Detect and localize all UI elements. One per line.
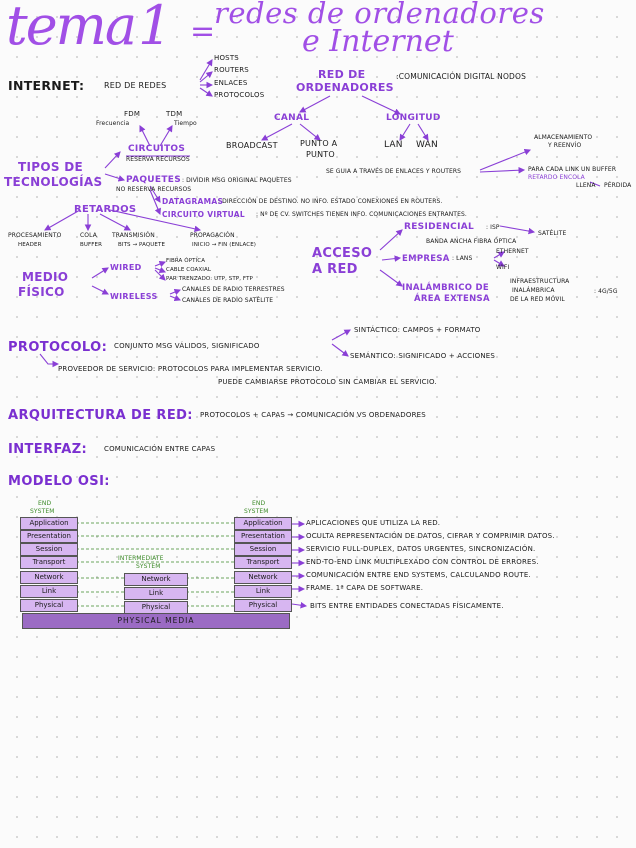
osi-desc: COMUNICACIÓN ENTRE END SYSTEMS, CALCULANDO ROUTE. bbox=[306, 571, 531, 579]
red-ordenadores-line1: RED DE bbox=[318, 68, 366, 81]
inalambrico-line2: ÁREA EXTENSA bbox=[414, 294, 490, 304]
acceso-line2: A RED bbox=[312, 262, 358, 277]
no-reserva: NO RESERVA RECURSOS bbox=[116, 186, 192, 193]
sintactico: SINTÁCTICO: CAMPOS + FORMATO bbox=[354, 326, 481, 334]
osi-left-layer: Link bbox=[20, 585, 78, 598]
intermediate-1: INTERMEDIATE bbox=[118, 555, 164, 562]
title-number: 1 bbox=[138, 0, 173, 57]
red-ordenadores-def: :COMUNICACIÓN DIGITAL NODOS bbox=[396, 72, 527, 81]
retardos-label: RETARDOS bbox=[74, 204, 137, 215]
osi-desc: SERVICIO FULL-DUPLEX, DATOS URGENTES, SINCRONIZACIÓN. bbox=[306, 545, 536, 553]
infra-line2: INALÁMBRICA bbox=[512, 287, 555, 294]
end-system-left-2: SYSTEM bbox=[30, 508, 55, 515]
title-line1: redes de ordenadores bbox=[214, 0, 545, 30]
wireless-item: CANALES DE RADIO SATÉLITE bbox=[182, 297, 274, 304]
proveedor: PROVEEDOR DE SERVICIO: PROTOCOLOS PARA IMPLEMENTAR SERVICIO. bbox=[58, 365, 323, 373]
osi-desc: OCULTA REPRESENTACIÓN DE DATOS, CIFRAR Y COMPRIMIR DATOS. bbox=[306, 532, 555, 540]
wifi-label: WIFI bbox=[496, 264, 510, 271]
osi-right-layer: Link bbox=[234, 585, 292, 598]
tiempo-label: Tiempo bbox=[174, 120, 197, 127]
residencial-label: RESIDENCIAL bbox=[404, 222, 475, 232]
tdm-label: TDM bbox=[166, 110, 183, 118]
osi-right-layer: Session bbox=[234, 543, 292, 556]
title-line2: e Internet bbox=[302, 24, 454, 59]
retardo-item: COLA bbox=[80, 232, 97, 239]
fdm-label: FDM bbox=[124, 110, 141, 118]
protocolo-label: PROTOCOLO: bbox=[8, 340, 108, 355]
osi-left-layer: Session bbox=[20, 543, 78, 556]
retardo-item: PROCESAMIENTO bbox=[8, 232, 62, 239]
tecnologias-line2: TECNOLOGÍAS bbox=[4, 175, 103, 189]
semantico: SEMÁNTICO: SIGNIFICADO + ACCIONES bbox=[350, 352, 496, 360]
osi-desc: APLICACIONES QUE UTILIZA LA RED. bbox=[306, 519, 441, 527]
medio-line2: FÍSICO bbox=[18, 285, 65, 299]
ethernet-label: ETHERNET bbox=[496, 248, 529, 255]
osi-mid-layer: Network bbox=[124, 573, 188, 586]
end-system-right-1: END bbox=[252, 500, 266, 507]
datagramas-def: : DIRECCIÓN DE DESTINO. NO INFO. ESTADO CONEXIONES EN ROUTERS. bbox=[218, 198, 443, 205]
interfaz-def: COMUNICACIÓN ENTRE CAPAS bbox=[104, 445, 216, 453]
reenvio: Y REENVÍO bbox=[548, 142, 582, 149]
osi-right-layer: Physical bbox=[234, 599, 292, 612]
infra-line1: INFRAESTRUCTURA bbox=[510, 278, 570, 285]
longitud-item: WAN bbox=[416, 140, 438, 150]
osi-left-layer: Transport bbox=[20, 556, 78, 569]
satelite-label: SATÉLITE bbox=[538, 230, 567, 237]
datagramas-label: DATAGRAMAS bbox=[162, 197, 224, 206]
internet-def: RED DE REDES bbox=[104, 81, 167, 90]
interfaz-label: INTERFAZ: bbox=[8, 442, 88, 457]
circuito-virtual-label: CIRCUITO VIRTUAL bbox=[162, 210, 245, 219]
tecnologias-line1: TIPOS DE bbox=[18, 160, 84, 174]
osi-mid-layer: Physical bbox=[124, 601, 188, 614]
physical-media-bar: PHYSICAL MEDIA bbox=[22, 613, 290, 629]
wired-item: PAR TRENZADO: UTP, STP, FTP bbox=[166, 276, 253, 282]
frecuencia-label: Frecuencia bbox=[96, 120, 130, 127]
osi-right-layer: Transport bbox=[234, 556, 292, 569]
intermediate-2: SYSTEM bbox=[136, 563, 161, 570]
gen-label: : 4G/5G bbox=[594, 288, 618, 295]
osi-left-layer: Application bbox=[20, 517, 78, 530]
osi-left-layer: Network bbox=[20, 571, 78, 584]
wireless-label: WIRELESS bbox=[110, 292, 158, 301]
llena: LLENA bbox=[576, 182, 596, 189]
protocolo-def: CONJUNTO MSG VÁLIDOS, SIGNIFICADO bbox=[114, 342, 260, 350]
retardo-sub: BITS → PAQUETE bbox=[118, 242, 166, 248]
internet-item: ROUTERS bbox=[214, 66, 249, 74]
wired-label: WIRED bbox=[110, 263, 142, 272]
perdida: PÉRDIDA bbox=[604, 182, 632, 189]
isp-label: : ISP bbox=[486, 224, 500, 231]
buffer: PARA CADA LINK UN BUFFER bbox=[528, 166, 617, 173]
wireless-item: CANALES DE RADIO TERRESTRES bbox=[182, 286, 285, 293]
osi-desc: END-TO-END LINK MULTIPLEXADO CON CONTROL DE ERRORES. bbox=[306, 558, 539, 566]
internet-item: PROTOCOLOS bbox=[214, 91, 265, 99]
infra-line3: DE LA RED MÓVIL bbox=[510, 296, 565, 303]
arquitectura-label: ARQUITECTURA DE RED: bbox=[8, 408, 193, 423]
osi-right-layer: Presentation bbox=[234, 530, 292, 543]
osi-label: MODELO OSI: bbox=[8, 474, 110, 489]
wired-item: FIBRA ÓPTICA bbox=[166, 258, 206, 264]
retardo-encola: RETARDO ENCOLA bbox=[528, 174, 585, 181]
osi-left-layer: Presentation bbox=[20, 530, 78, 543]
title-equals: = bbox=[190, 14, 216, 49]
retardo-sub: INICIO → FIN (ENLACE) bbox=[192, 242, 257, 248]
osi-desc: FRAME. 1ª CAPA DE SOFTWARE. bbox=[306, 584, 424, 592]
title-word: tema bbox=[6, 0, 136, 57]
arquitectura-def: PROTOCOLOS + CAPAS → COMUNICACIÓN VS ORDENADORES bbox=[200, 411, 426, 419]
retardo-sub: BUFFER bbox=[80, 242, 103, 248]
longitud-item: LAN bbox=[384, 140, 403, 150]
lans-label: : LANS bbox=[452, 255, 473, 262]
osi-mid-layer: Link bbox=[124, 587, 188, 600]
retardo-item: PROPAGACIÓN bbox=[190, 232, 235, 239]
internet-item: HOSTS bbox=[214, 54, 239, 62]
cambiar: PUEDE CAMBIARSE PROTOCOLO SIN CAMBIAR EL SERVICIO. bbox=[218, 378, 437, 386]
banda-ancha: BANDA ANCHA FIBRA ÓPTICA bbox=[426, 238, 517, 245]
canal-item: PUNTO A bbox=[300, 139, 338, 148]
canal-item: BROADCAST bbox=[226, 141, 278, 150]
inalambrico-line1: INALÁMBRICO DE bbox=[402, 283, 489, 293]
paquetes-def: : DIVIDIR MSG ORIGINAL PAQUETES bbox=[182, 177, 292, 184]
medio-line1: MEDIO bbox=[22, 270, 69, 284]
internet-item: ENLACES bbox=[214, 79, 248, 87]
paquetes-label: PAQUETES bbox=[126, 175, 182, 185]
empresa-label: EMPRESA bbox=[402, 254, 450, 264]
end-system-right-2: SYSTEM bbox=[244, 508, 269, 515]
circuito-virtual-def: : Nº DE CV. SWITCHES TIENEN INFO. COMUNICACIONES ENTRANTES. bbox=[256, 211, 467, 218]
reserva-recursos: RESERVA RECURSOS bbox=[126, 156, 190, 163]
end-system-left-1: END bbox=[38, 500, 52, 507]
osi-desc: BITS ENTRE ENTIDADES CONECTADAS FÍSICAMENTE. bbox=[310, 602, 504, 610]
red-ordenadores-line2: ORDENADORES bbox=[296, 81, 394, 94]
circuitos-label: CIRCUITOS bbox=[128, 144, 186, 154]
internet-label: INTERNET: bbox=[8, 78, 85, 93]
osi-left-layer: Physical bbox=[20, 599, 78, 612]
retardo-sub: HEADER bbox=[18, 242, 42, 248]
retardo-item: TRANSMISIÓN bbox=[112, 232, 155, 239]
longitud-label: LONGITUD bbox=[386, 113, 441, 123]
osi-right-layer: Application bbox=[234, 517, 292, 530]
wired-item: CABLE COAXIAL bbox=[166, 267, 212, 273]
canal-item: PUNTO bbox=[306, 150, 335, 159]
almacenamiento: ALMACENAMIENTO bbox=[534, 134, 593, 141]
acceso-line1: ACCESO bbox=[312, 246, 373, 261]
canal-label: CANAL bbox=[274, 113, 310, 123]
osi-right-layer: Network bbox=[234, 571, 292, 584]
seguir-routers: SE GUIA A TRAVÉS DE ENLACES Y ROUTERS bbox=[326, 168, 462, 175]
